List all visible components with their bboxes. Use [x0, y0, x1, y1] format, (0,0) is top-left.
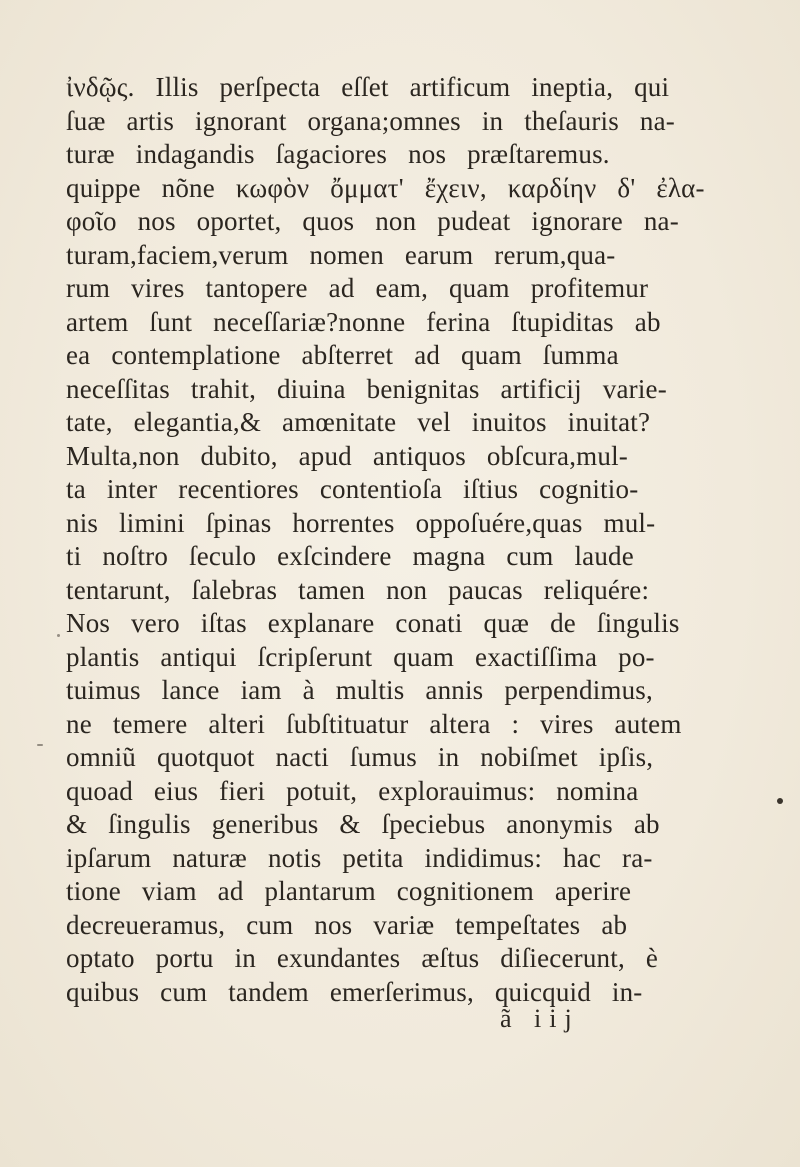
text-line: tione viam ad plantarum cognitionem aperire	[66, 876, 632, 906]
text-line: φοῖο nos oportet, quos non pudeat ignorare na-	[66, 206, 679, 236]
text-line: turæ indagandis ſagaciores nos præſtaremus.	[66, 139, 610, 169]
text-line: omniũ quotquot nacti ſumus in nobiſmet ipſis,	[66, 742, 654, 772]
text-line: tate, elegantia,& amœnitate vel inuitos inuitat?	[66, 407, 651, 437]
text-line: nis limini ſpinas horrentes oppoſuére,quas mul-	[66, 507, 656, 538]
text-line: neceſſitas trahit, diuina benignitas artificij varie-	[66, 373, 667, 404]
ink-speck	[777, 798, 783, 804]
text-line: Multa,non dubito, apud antiquos obſcura,mul-	[66, 440, 628, 471]
ink-speck	[57, 634, 60, 637]
text-line: ta inter recentiores contentioſa iſtius cognitio-	[66, 474, 639, 504]
text-line: optato portu in exundantes æſtus diſiecerunt, è	[66, 943, 659, 973]
text-line: ſuæ artis ignorant organa;omnes in theſauris na-	[66, 105, 675, 136]
text-line: quibus cum tandem emerſerimus, quicquid in-	[66, 976, 643, 1007]
text-line: & ſingulis generibus & ſpeciebus anonymis ab	[66, 809, 660, 839]
text-line: ea contemplatione abſterret ad quam ſumma	[66, 340, 619, 370]
text-line: Nos vero iſtas explanare conati quæ de ſingulis	[66, 608, 680, 638]
text-line: quoad eius fieri potuit, explorauimus: nomina	[66, 775, 639, 806]
signature-mark: ã iij	[500, 1004, 580, 1033]
ink-speck	[37, 744, 43, 746]
text-line: ἰνδῷς. Illis perſpecta eſſet artificum ineptia, qui	[66, 72, 670, 102]
text-line: plantis antiqui ſcripſerunt quam exactiſſima po-	[66, 641, 655, 672]
text-line: rum vires tantopere ad eam, quam profitemur	[66, 273, 649, 303]
text-line: tuimus lance iam à multis annis perpendimus,	[66, 675, 653, 705]
text-line: quippe nõne κωφὸν ὄμματ' ἔχειν, καρδίην δ' ἐλα-	[66, 172, 705, 203]
text-line: tentarunt, ſalebras tamen non paucas reliquére:	[66, 574, 650, 605]
text-line: ne temere alteri ſubſtituatur altera : vires autem	[66, 708, 682, 739]
text-line: decreueramus, cum nos variæ tempeſtates ab	[66, 909, 628, 940]
body-text	[66, 71, 734, 1009]
text-line: ti noſtro ſeculo exſcindere magna cum laude	[66, 541, 634, 571]
text-line: turam,faciem,verum nomen earum rerum,qua-	[66, 239, 616, 270]
text-line: artem ſunt neceſſariæ?nonne ferina ſtupiditas ab	[66, 306, 661, 337]
text-line: ipſarum naturæ notis petita indidimus: hac ra-	[66, 842, 653, 873]
